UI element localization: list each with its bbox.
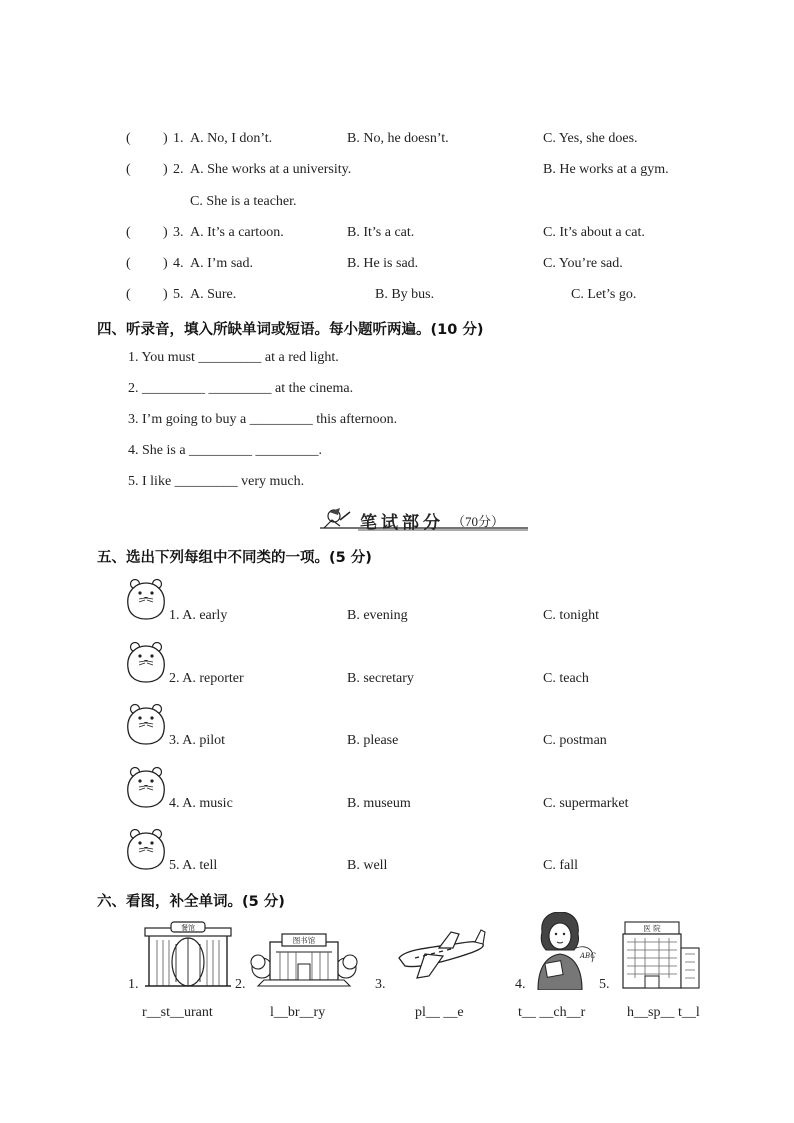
word-blank: h__sp__ t__l <box>627 1005 700 1020</box>
section-heading: 四、听录音，填入所缺单词或短语。每小题听两遍。(10 分) <box>97 322 484 338</box>
odd-one-option-c: C. teach <box>543 671 589 686</box>
option-b: B. He is sad. <box>347 256 419 271</box>
odd-one-option-c: C. postman <box>543 733 607 748</box>
option-b: B. It’s a cat. <box>347 225 415 240</box>
answer-paren-open: ( <box>126 287 131 302</box>
option-a: A. I’m sad. <box>190 256 253 271</box>
fill-in-item: 2. _________ _________ at the cinema. <box>128 381 354 396</box>
answer-paren-close: ) <box>163 256 168 271</box>
answer-paren-open: ( <box>126 256 131 271</box>
section-heading: 五、选出下列每组中不同类的一项。(5 分) <box>97 550 372 566</box>
word-blank: pl__ __e <box>415 1005 464 1020</box>
odd-one-option-a: 2. A. reporter <box>169 671 244 686</box>
library-picture-icon <box>250 928 358 988</box>
option-b: B. By bus. <box>375 287 435 302</box>
hospital-picture-icon <box>615 918 703 990</box>
hospital-sign: 医 院 <box>643 924 661 933</box>
question-number: 2. <box>173 162 184 177</box>
odd-one-option-a: 5. A. tell <box>169 858 218 873</box>
option-c: C. You’re sad. <box>543 256 623 271</box>
option-c: C. She is a teacher. <box>190 194 297 209</box>
answer-paren-close: ) <box>163 287 168 302</box>
option-c: C. Let’s go. <box>571 287 637 302</box>
banner-score: （70分） <box>452 514 505 529</box>
answer-paren-open: ( <box>126 225 131 240</box>
answer-paren-open: ( <box>126 162 131 177</box>
option-c: C. Yes, she does. <box>543 131 638 146</box>
option-b: B. No, he doesn’t. <box>347 131 449 146</box>
odd-one-option-b: B. well <box>347 858 388 873</box>
hamster-icon <box>124 765 168 809</box>
question-number: 1. <box>173 131 184 146</box>
option-c: C. It’s about a cat. <box>543 225 645 240</box>
picture-number: 1. <box>128 977 139 992</box>
picture-number: 2. <box>235 977 246 992</box>
option-a: A. No, I don’t. <box>190 131 273 146</box>
banner-title: 笔试部分 <box>360 513 444 533</box>
word-blank: t__ __ch__r <box>518 1005 586 1020</box>
odd-one-option-a: 4. A. music <box>169 796 233 811</box>
picture-number: 4. <box>515 977 526 992</box>
restaurant-picture-icon <box>143 920 233 990</box>
odd-one-option-b: B. please <box>347 733 399 748</box>
hamster-icon <box>124 640 168 684</box>
restaurant-sign: 餐馆 <box>181 924 195 932</box>
odd-one-option-a: 3. A. pilot <box>169 733 226 748</box>
hamster-icon <box>124 702 168 746</box>
fill-in-item: 4. She is a _________ _________. <box>128 443 323 458</box>
option-a: A. It’s a cartoon. <box>190 225 284 240</box>
teacher-picture-icon <box>528 912 598 990</box>
section-heading: 六、看图，补全单词。(5 分) <box>97 894 285 910</box>
odd-one-option-b: B. secretary <box>347 671 414 686</box>
fill-in-item: 1. You must _________ at a red light. <box>128 350 339 365</box>
answer-paren-open: ( <box>126 131 131 146</box>
option-a: A. She works at a university. <box>190 162 352 177</box>
word-blank: l__br__ry <box>270 1005 326 1020</box>
odd-one-option-a: 1. A. early <box>169 608 228 623</box>
question-number: 5. <box>173 287 184 302</box>
odd-one-option-b: B. museum <box>347 796 411 811</box>
abc-label: ABC <box>580 952 596 960</box>
odd-one-option-b: B. evening <box>347 608 408 623</box>
odd-one-option-c: C. tonight <box>543 608 600 623</box>
fill-in-item: 5. I like _________ very much. <box>128 474 305 489</box>
answer-paren-close: ) <box>163 131 168 146</box>
picture-number: 3. <box>375 977 386 992</box>
library-sign: 图书馆 <box>292 936 316 945</box>
hamster-icon <box>124 577 168 621</box>
picture-number: 5. <box>599 977 610 992</box>
answer-paren-close: ) <box>163 225 168 240</box>
plane-picture-icon <box>395 928 487 982</box>
question-number: 3. <box>173 225 184 240</box>
fill-in-item: 3. I’m going to buy a _________ this afternoon. <box>128 412 398 427</box>
odd-one-option-c: C. fall <box>543 858 578 873</box>
option-a: A. Sure. <box>190 287 237 302</box>
hamster-icon <box>124 827 168 871</box>
pen-mascot-icon <box>324 508 350 528</box>
answer-paren-close: ) <box>163 162 168 177</box>
word-blank: r__st__urant <box>142 1005 213 1020</box>
odd-one-option-c: C. supermarket <box>543 796 629 811</box>
question-number: 4. <box>173 256 184 271</box>
option-b: B. He works at a gym. <box>543 162 669 177</box>
